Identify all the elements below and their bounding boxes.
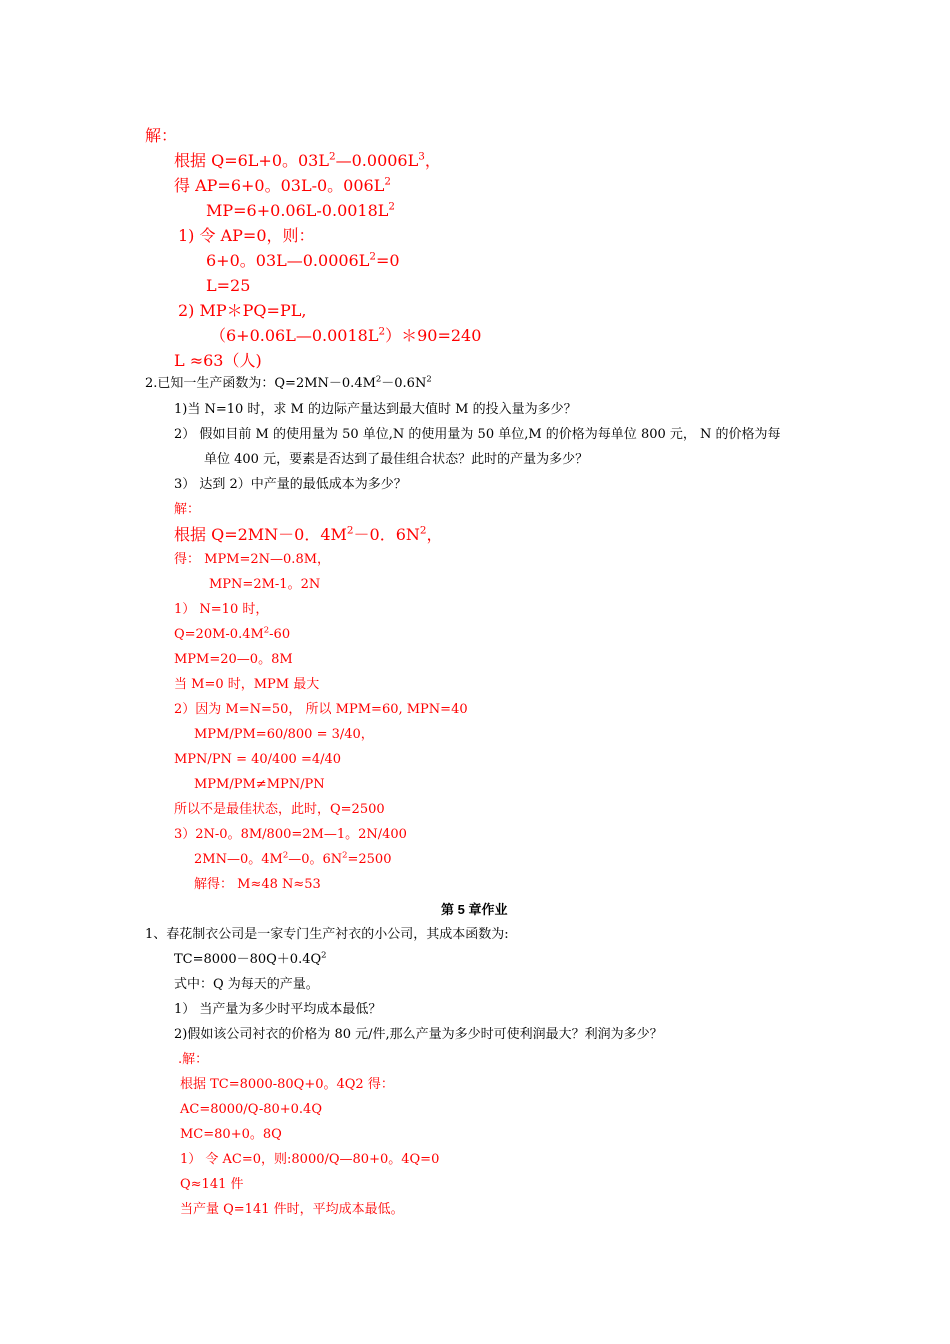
question-item: 2)假如该公司衬衣的价格为 80 元/件,那么产量为多少时可使利润最大？利润为多少？ (174, 1027, 663, 1042)
solution-line: 1） N=10 时， (174, 602, 269, 617)
solution-line: 解得： M≈48 N≈53 (194, 877, 321, 892)
solution-line: MPM=20—0。8M (174, 652, 293, 667)
solution-line: AC=8000/Q-80+0.4Q (180, 1102, 322, 1117)
solution-line: 1) 令 AP=0，则： (178, 226, 315, 245)
question-title: 1、春花制衣公司是一家专门生产衬衣的小公司，其成本函数为: (145, 927, 509, 942)
solution-line: $MP=6+0.06L-0.0018L^2$ (206, 200, 396, 220)
solution-line: 得： MPM=2N—0.8M， (174, 552, 331, 567)
solution-line: MC=80+0。8Q (180, 1127, 282, 1142)
solution-line: 根据 Q=2MN－0．$4M^2-0$．$6N^2$， (174, 524, 443, 544)
solution-label: 解： (145, 126, 178, 145)
solution-line: 所以不是最佳状态，此时，Q=2500 (174, 802, 385, 817)
solution-line: 2）因为 M=N=50， 所以 MPM=60, MPN=40 (174, 702, 468, 717)
solution-line: $Q=20M-0.4M^2-60$ (174, 624, 291, 642)
solution-line: 当产量 Q=141 件时，平均成本最低。 (180, 1202, 404, 1217)
solution-line: 2) MP＊PQ=PL, (178, 301, 307, 320)
solution-line: MPM/PM=60/800 = 3/40， (194, 727, 374, 742)
solution-line: 根据 TC=8000-80Q+0。4Q2 得： (180, 1077, 394, 1092)
question-item: 3） 达到 2）中产量的最低成本为多少？ (174, 477, 407, 492)
solution-line: Q≈141 件 (180, 1177, 244, 1192)
solution-label: .解： (178, 1052, 209, 1067)
solution-line: 2MN—0。$4M^2—0$。$6N^2=2500$ (194, 849, 392, 867)
solution-line: 3）2N-0。8M/800=2M—1。2N/400 (174, 827, 407, 842)
question-item: $TC=8000-80Q+0.4Q^2$ (174, 949, 327, 967)
solution-line: $(6+0.06L—0.0018L^2)*90=240$ (210, 325, 482, 345)
question-item: 单位 400 元，要素是否达到了最佳组合状态？此时的产量为多少？ (204, 452, 589, 467)
solution-line: MPN=2M-1。2N (209, 577, 321, 592)
solution-line: MPM/PM≠MPN/PN (194, 777, 325, 792)
solution-line: L ≈63（人) (174, 351, 262, 370)
solution-line: 6+0。$03L—0.0006L^2=0$ (206, 250, 400, 270)
solution-line: 根据 Q=6L+0。$03L^2—0.0006L^3$， (174, 150, 441, 170)
solution-line: 得 AP=6+0。03L-0。$006L^2$ (174, 175, 391, 195)
solution-line: 1） 令 AC=0，则:8000/Q—80+0。4Q=0 (180, 1152, 440, 1167)
question-item: 式中：Q 为每天的产量。 (174, 977, 319, 992)
chapter-heading: 第 5 章作业 (441, 902, 508, 917)
solution-line: 当 M=0 时，MPM 最大 (174, 677, 320, 692)
solution-line: MPN/PN = 40/400 =4/40 (174, 752, 342, 767)
solution-label: 解： (174, 502, 201, 517)
question-title: 2.已知一生产函数为：$Q=2MN-0.4M^2-0.6N^2$ (145, 373, 432, 391)
question-item: 1)当 N=10 时，求 M 的边际产量达到最大值时 M 的投入量为多少？ (174, 402, 577, 417)
question-item: 1） 当产量为多少时平均成本最低？ (174, 1002, 382, 1017)
solution-line: L=25 (206, 276, 251, 295)
question-item: 2） 假如目前 M 的使用量为 50 单位,N 的使用量为 50 单位,M 的价格为每单位 800 元， N 的价格为每 (174, 427, 781, 442)
